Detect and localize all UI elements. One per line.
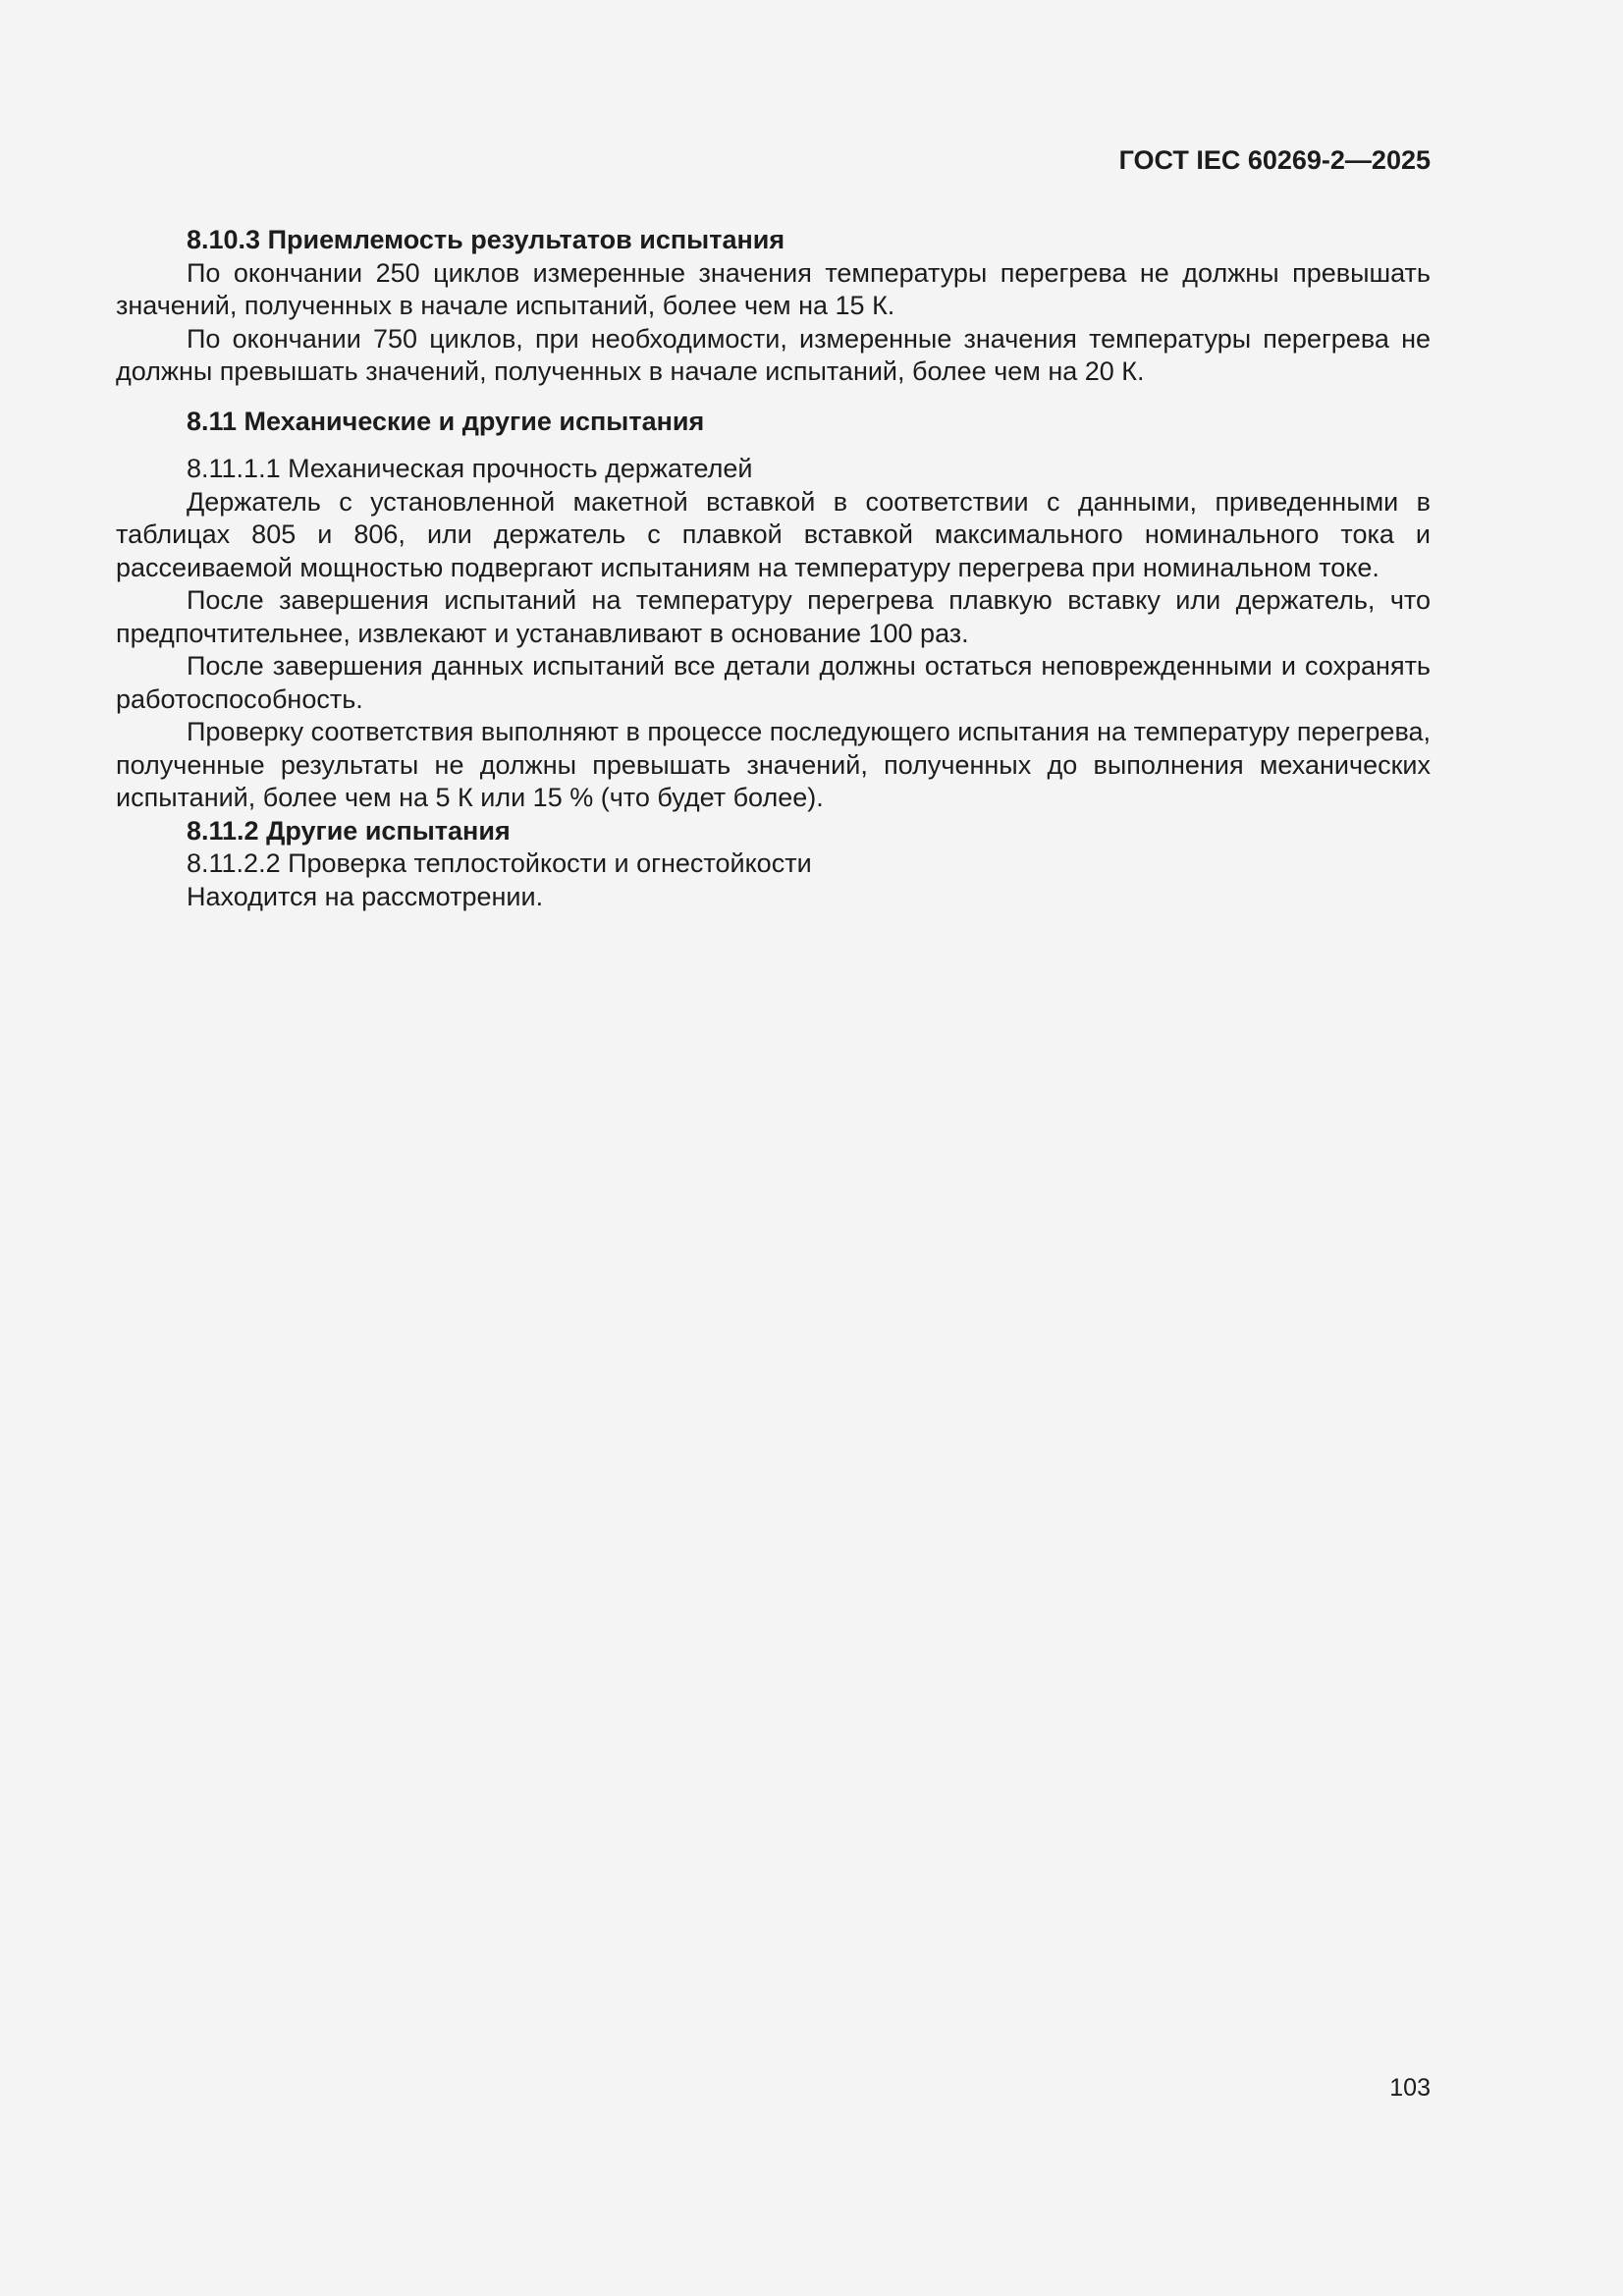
paragraph-250-cycles: По окончании 250 циклов измеренные значения температуры перегрева не должны превышать значений, полученных в начале испытаний, более чем на 15 К. — [116, 257, 1431, 320]
paragraph-under-review: Находится на рассмотрении. — [187, 881, 544, 911]
page-number: 103 — [1389, 2074, 1431, 2102]
document-body — [116, 224, 1431, 913]
paragraph-holder-test: Держатель с установленной макетной вставкой в соответствии с данными, приведенными в таблицах 805 и 806, или держатель с плавкой вставкой максимального номинального тока и рассеиваемой мощностью подвергают испытаниям на температуру перегрева при номинальном токе. — [116, 486, 1431, 582]
paragraph-parts-intact: После завершения данных испытаний все детали должны остаться неповрежденными и сохранять работоспособность. — [116, 651, 1431, 714]
subsection-title-8-11-2-2: 8.11.2.2 Проверка теплостойкости и огнестойкости — [187, 848, 812, 878]
section-heading-8-11: 8.11 Механические и другие испытания — [187, 406, 705, 436]
section-heading-8-11-2: 8.11.2 Другие испытания — [187, 815, 511, 846]
section-heading-8-10-3: 8.10.3 Приемлемость результатов испытания — [187, 225, 785, 254]
subsection-title-8-11-1-1: 8.11.1.1 Механическая прочность держателей — [187, 454, 753, 483]
paragraph-compliance-check: Проверку соответствия выполняют в процессе последующего испытания на температуру перегрева, полученные результаты не должны превышать значений, полученных до выполнения механических испытаний, более чем на 5 К или 15 % (что будет более). — [116, 717, 1431, 812]
paragraph-750-cycles: По окончании 750 циклов, при необходимости, измеренные значения температуры перегрева не должны превышать значений, полученных в начале испытаний, более чем на 20 К. — [116, 323, 1431, 386]
document-code-header: ГОСТ IEC 60269-2—2025 — [1118, 145, 1431, 175]
paragraph-insertion-100: После завершения испытаний на температуру перегрева плавкую вставку или держатель, что предпочтительнее, извлекают и устанавливают в основание 100 раз. — [116, 585, 1431, 648]
